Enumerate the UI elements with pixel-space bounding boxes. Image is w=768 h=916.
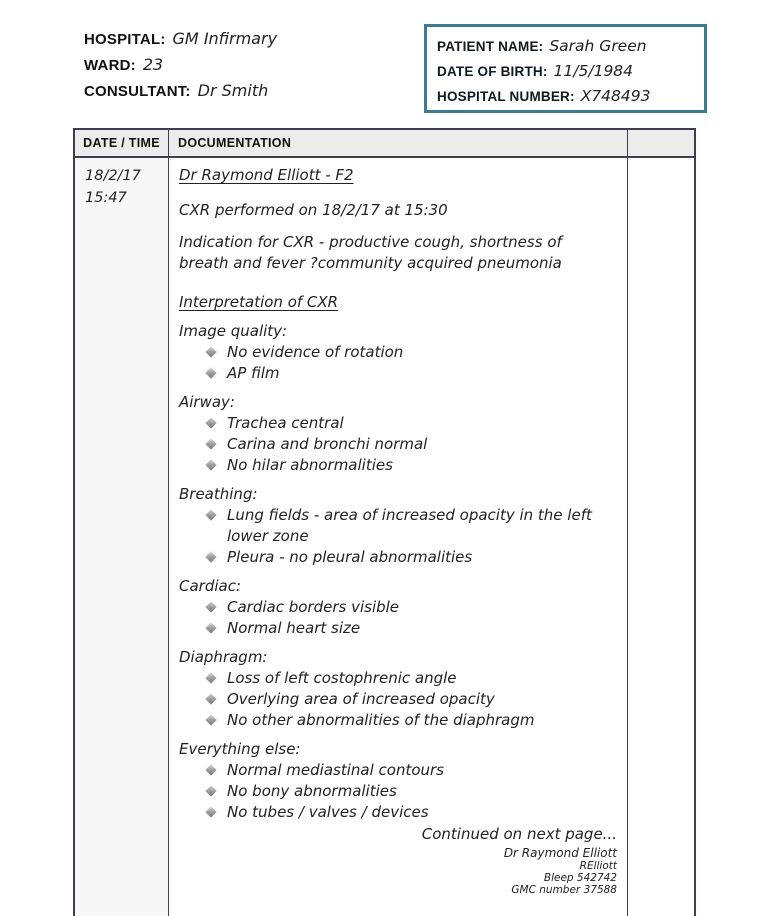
diamond-bullet-icon — [205, 459, 216, 470]
bullet-item-text: No other abnormalities of the diaphragm — [227, 711, 535, 729]
diamond-bullet-icon — [205, 509, 216, 520]
patient-field-value: 11/5/1984 — [553, 62, 634, 80]
date-time-cell — [75, 158, 169, 916]
section-title: Image quality: — [179, 322, 288, 340]
bullet-item-text: Lung fields - area of increased opacity in the left lower zone — [227, 506, 592, 545]
patient-field-label: HOSPITAL NUMBER: — [437, 89, 575, 104]
table-header-row — [75, 130, 694, 158]
section-bullet-list — [179, 342, 619, 384]
interpretation-section — [179, 484, 619, 568]
bullet-item-text: Overlying area of increased opacity — [227, 690, 495, 708]
patient-field — [437, 59, 694, 84]
header-field-value: GM Infirmary — [172, 29, 278, 48]
bullet-item-text: No hilar abnormalities — [227, 456, 393, 474]
section-title: Airway: — [179, 393, 235, 411]
patient-field — [437, 84, 694, 109]
section-title: Breathing: — [179, 485, 258, 503]
bullet-item — [207, 781, 599, 802]
header-field-label: WARD: — [84, 57, 136, 74]
indication-paragraph: Indication for CXR - productive cough, shortness of breath and fever ?community acquired pneumonia — [179, 233, 562, 272]
bullet-item-text: Cardiac borders visible — [227, 598, 400, 616]
section-title: Cardiac: — [179, 577, 242, 595]
section-bullet-list — [179, 760, 619, 823]
header-field-value: Dr Smith — [197, 81, 269, 100]
patient-field-value: Sarah Green — [549, 37, 647, 55]
patient-details-box — [424, 24, 707, 113]
signature-line: Dr Raymond Elliott — [503, 846, 617, 860]
column-header-extra — [628, 130, 694, 156]
header-field — [84, 78, 277, 104]
patient-field-value: X748493 — [580, 87, 651, 105]
bullet-item — [207, 342, 599, 363]
bullet-item — [207, 434, 599, 455]
header-field — [84, 26, 277, 52]
diamond-bullet-icon — [205, 714, 216, 725]
bullet-item — [207, 802, 599, 823]
section-title: Everything else: — [179, 740, 301, 758]
bullet-item — [207, 668, 599, 689]
section-title: Diaphragm: — [179, 648, 268, 666]
documentation-table — [73, 128, 696, 916]
bullet-item — [207, 363, 599, 384]
bullet-item — [207, 455, 599, 476]
documentation-cell — [169, 158, 628, 916]
patient-field — [437, 34, 694, 59]
section-bullet-list — [179, 668, 619, 731]
doctor-heading: Dr Raymond Elliott - F2 — [179, 166, 354, 184]
diamond-bullet-icon — [205, 693, 216, 704]
interpretation-section — [179, 739, 619, 823]
cxr-performed-line: CXR performed on 18/2/17 at 15:30 — [179, 201, 448, 219]
column-header-date-time: DATE / TIME — [75, 130, 169, 156]
interpretation-sections — [179, 321, 619, 823]
bullet-item-text: Carina and bronchi normal — [227, 435, 428, 453]
extra-cell — [628, 158, 694, 916]
diamond-bullet-icon — [205, 622, 216, 633]
header-field — [84, 52, 277, 78]
interpretation-section — [179, 392, 619, 476]
bullet-item — [207, 505, 599, 547]
signature-line: Bleep 542742 — [543, 872, 617, 884]
bullet-item — [207, 618, 599, 639]
diamond-bullet-icon — [205, 764, 216, 775]
section-bullet-list — [179, 597, 619, 639]
bullet-item-text: AP film — [227, 364, 280, 382]
interpretation-heading: Interpretation of CXR — [179, 293, 339, 311]
section-bullet-list — [179, 413, 619, 476]
hospital-header — [84, 26, 277, 104]
bullet-item-text: Loss of left costophrenic angle — [227, 669, 457, 687]
bullet-item-text: No bony abnormalities — [227, 782, 397, 800]
diamond-bullet-icon — [205, 346, 216, 357]
bullet-item-text: No evidence of rotation — [227, 343, 404, 361]
signature-block — [179, 846, 619, 896]
table-entry-row — [75, 158, 694, 916]
header-field-label: CONSULTANT: — [84, 83, 191, 100]
diamond-bullet-icon — [205, 417, 216, 428]
bullet-item-text: Normal mediastinal contours — [227, 761, 445, 779]
bullet-item-text: Trachea central — [227, 414, 344, 432]
diamond-bullet-icon — [205, 367, 216, 378]
diamond-bullet-icon — [205, 785, 216, 796]
bullet-item-text: No tubes / valves / devices — [227, 803, 429, 821]
diamond-bullet-icon — [205, 601, 216, 612]
patient-field-label: DATE OF BIRTH: — [437, 64, 548, 79]
bullet-item — [207, 760, 599, 781]
entry-time: 15:47 — [85, 190, 127, 206]
interpretation-section — [179, 647, 619, 731]
section-bullet-list — [179, 505, 619, 568]
diamond-bullet-icon — [205, 806, 216, 817]
bullet-item — [207, 547, 599, 568]
bullet-item — [207, 710, 599, 731]
bullet-item-text: Normal heart size — [227, 619, 361, 637]
diamond-bullet-icon — [205, 551, 216, 562]
signature-line: GMC number 37588 — [511, 884, 617, 896]
header-field-label: HOSPITAL: — [84, 31, 166, 48]
bullet-item — [207, 413, 599, 434]
interpretation-section — [179, 321, 619, 384]
patient-field-label: PATIENT NAME: — [437, 39, 544, 54]
bullet-item — [207, 689, 599, 710]
header-field-value: 23 — [142, 55, 164, 74]
signature-line: RElliott — [579, 860, 617, 872]
entry-date: 18/2/17 — [85, 168, 141, 184]
bullet-item-text: Pleura - no pleural abnormalities — [227, 548, 473, 566]
diamond-bullet-icon — [205, 672, 216, 683]
interpretation-section — [179, 576, 619, 639]
continued-note: Continued on next page... — [421, 825, 617, 843]
diamond-bullet-icon — [205, 438, 216, 449]
column-header-documentation: DOCUMENTATION — [169, 130, 628, 156]
bullet-item — [207, 597, 599, 618]
